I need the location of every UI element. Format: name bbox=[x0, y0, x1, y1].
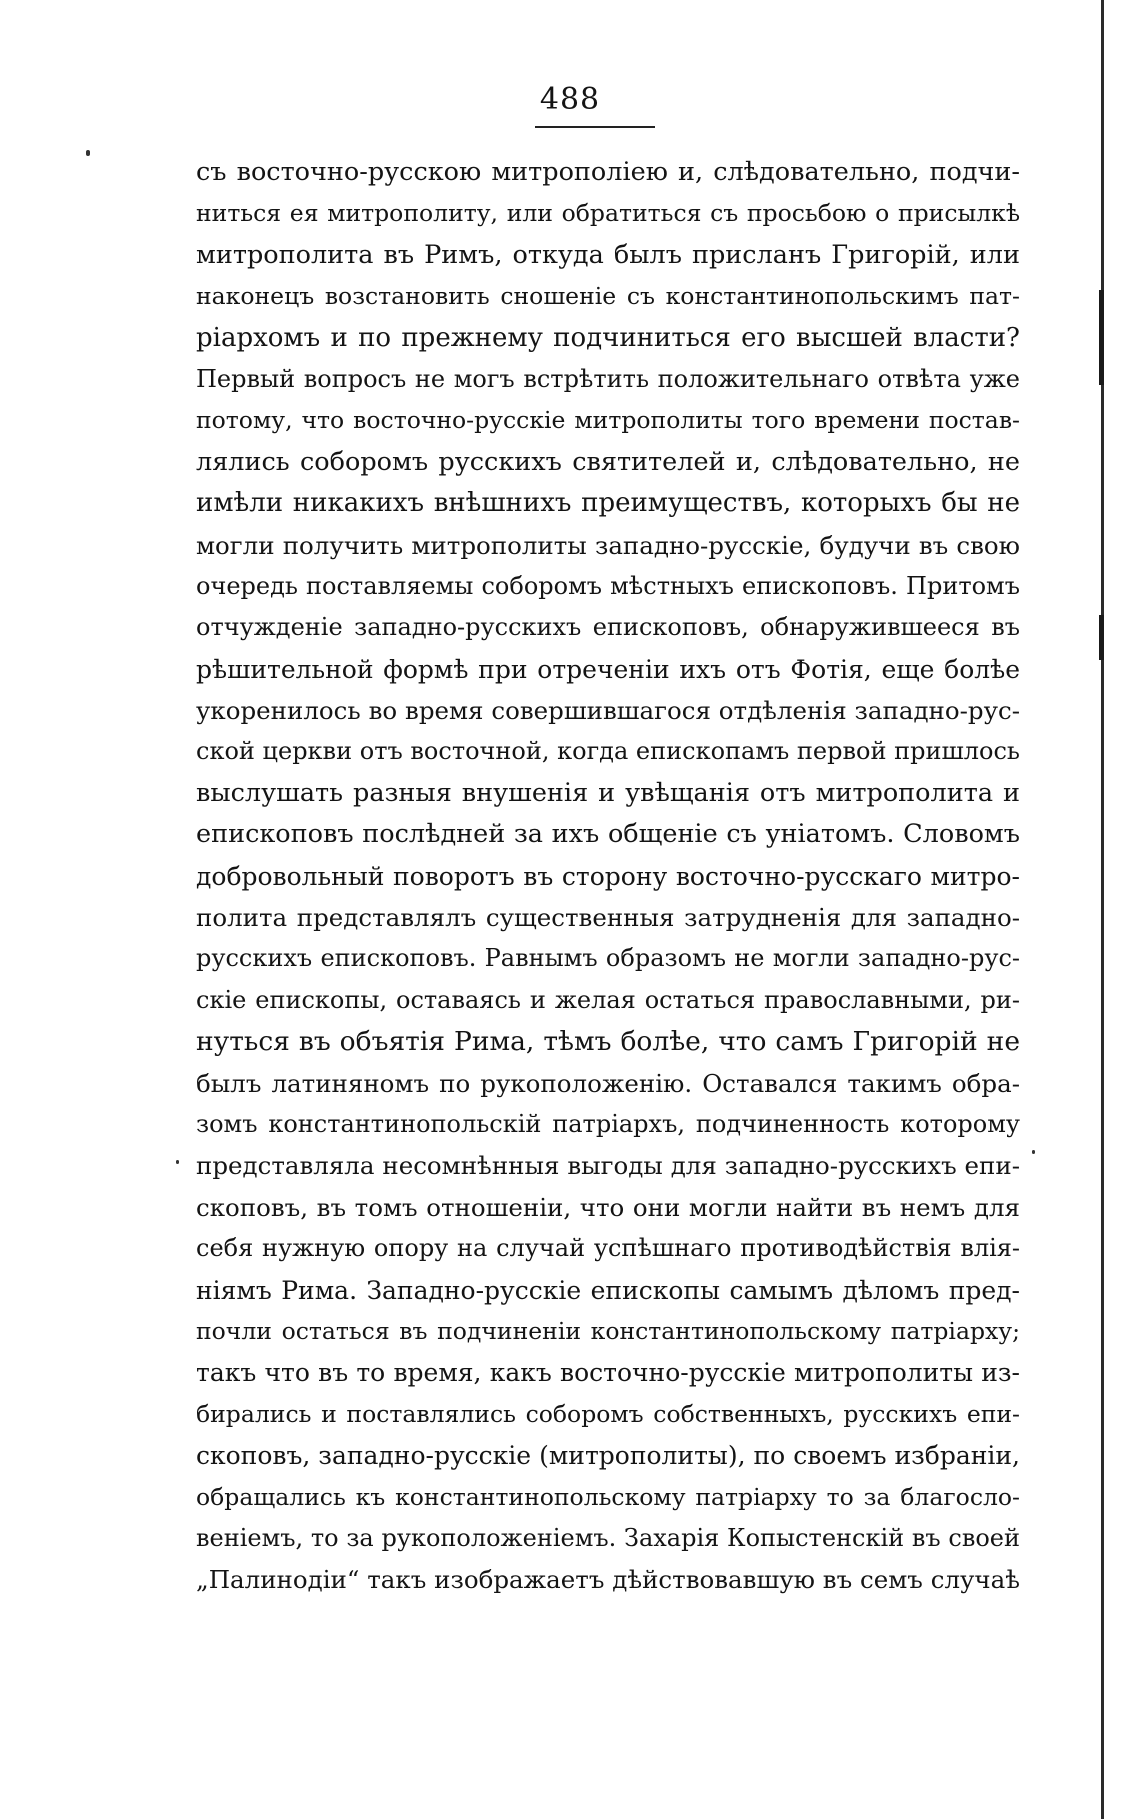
text-line: потому, что восточно-русскіе митрополиты того времени постав- bbox=[196, 406, 1020, 435]
text-line: русскихъ епископовъ. Равнымъ образомъ не могли западно-рус- bbox=[196, 944, 1020, 973]
text-line: себя нужную опору на случай успѣшнаго противодѣйствія влія- bbox=[196, 1234, 1020, 1263]
scan-speck bbox=[176, 1160, 179, 1164]
text-line: скоповъ, въ томъ отношеніи, что они могли найти въ немъ для bbox=[196, 1192, 1020, 1222]
text-line: имѣли никакихъ внѣшнихъ преимуществъ, которыхъ бы не bbox=[196, 488, 1020, 519]
text-line: епископовъ послѣдней за ихъ общеніе съ уніатомъ. Словомъ bbox=[196, 819, 1020, 850]
text-line: рѣшительной формѣ при отреченіи ихъ отъ Фотія, еще болѣе bbox=[196, 654, 1020, 684]
text-line: „Палинодіи“ такъ изображаетъ дѣйствовавшую въ семъ случаѣ bbox=[196, 1565, 1020, 1595]
text-line: ской церкви отъ восточной, когда епископамъ первой пришлось bbox=[196, 737, 1020, 766]
scan-page-edge bbox=[1101, 0, 1104, 1819]
text-line: ніямъ Рима. Западно-русскіе епископы самымъ дѣломъ пред- bbox=[196, 1275, 1020, 1305]
text-line: очередь поставляемы соборомъ мѣстныхъ епископовъ. Притомъ bbox=[196, 571, 1020, 600]
page-number-rule bbox=[535, 126, 655, 128]
text-line: добровольный поворотъ въ сторону восточно-русскаго митро- bbox=[196, 861, 1020, 891]
text-line: ниться ея митрополиту, или обратиться съ просьбою о присылкѣ bbox=[196, 199, 1020, 228]
page-number: 488 bbox=[539, 82, 601, 117]
text-line: могли получить митрополиты западно-русскіе, будучи въ свою bbox=[196, 530, 1020, 560]
text-line: былъ латиняномъ по рукоположенію. Оставался такимъ обра- bbox=[196, 1068, 1020, 1098]
text-line: представляла несомнѣнныя выгоды для западно-русскихъ епи- bbox=[196, 1151, 1020, 1181]
text-line: зомъ константинопольскій патріархъ, подчиненность которому bbox=[196, 1109, 1020, 1138]
text-line: такъ что въ то время, какъ восточно-русскіе митрополиты из- bbox=[196, 1358, 1020, 1388]
body-text bbox=[196, 152, 1020, 1601]
text-line: укоренилось во время совершившагося отдѣленія западно-рус- bbox=[196, 696, 1020, 726]
text-line: полита представлялъ существенныя затрудненія для западно- bbox=[196, 903, 1020, 933]
scan-speck bbox=[1032, 1150, 1035, 1154]
scan-edge-mark bbox=[1099, 615, 1104, 660]
text-line: лялись соборомъ русскихъ святителей и, слѣдовательно, не bbox=[196, 446, 1020, 477]
text-line: выслушать разныя внушенія и увѣщанія отъ митрополита и bbox=[196, 777, 1020, 808]
text-line: Первый вопросъ не могъ встрѣтить положительнаго отвѣта уже bbox=[196, 364, 1020, 393]
text-line: обращались къ константинопольскому патріарху то за благосло- bbox=[196, 1482, 1020, 1511]
text-line: веніемъ, то за рукоположеніемъ. Захарія Копыстенскій въ своей bbox=[196, 1523, 1020, 1552]
text-line: почли остаться въ подчиненіи константинопольскому патріарху; bbox=[196, 1316, 1020, 1345]
text-line: скіе епископы, оставаясь и желая остаться православными, ри- bbox=[196, 985, 1020, 1014]
text-line: съ восточно-русскою митрополіею и, слѣдовательно, подчи- bbox=[196, 157, 1020, 187]
scan-edge-mark bbox=[1099, 290, 1104, 385]
text-line: скоповъ, западно-русскіе (митрополиты), по своемъ избраніи, bbox=[196, 1441, 1020, 1471]
text-line: нуться въ объятія Рима, тѣмъ болѣе, что самъ Григорій не bbox=[196, 1026, 1020, 1058]
text-line: отчужденіе западно-русскихъ епископовъ, обнаружившееся въ bbox=[196, 613, 1020, 642]
text-line: бирались и поставлялись соборомъ собственныхъ, русскихъ епи- bbox=[196, 1399, 1020, 1428]
text-line: наконецъ возстановить сношеніе съ константинопольскимъ пат- bbox=[196, 282, 1020, 311]
text-line: ріархомъ и по прежнему подчиниться его высшей власти? bbox=[196, 322, 1020, 353]
text-line: митрополита въ Римъ, откуда былъ присланъ Григорій, или bbox=[196, 239, 1020, 270]
scan-speck bbox=[86, 150, 90, 156]
